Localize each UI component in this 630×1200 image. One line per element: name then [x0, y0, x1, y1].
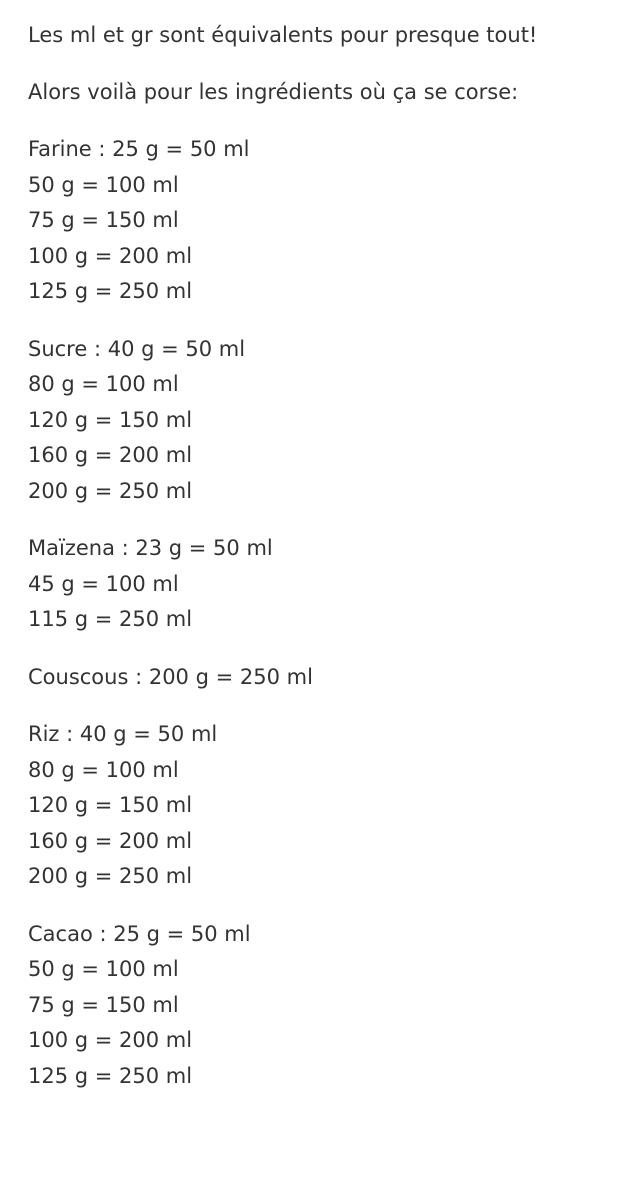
- conversion-line: 160 g = 200 ml: [28, 443, 193, 467]
- conversion-line: Maïzena : 23 g = 50 ml: [28, 536, 273, 560]
- conversion-line: Sucre : 40 g = 50 ml: [28, 336, 246, 361]
- conversion-line: 75 g = 150 ml: [28, 992, 179, 1017]
- conversion-line: 45 g = 100 ml: [28, 571, 179, 596]
- conversion-line: 200 g = 250 ml: [28, 478, 193, 503]
- conversion-block-cacao: [28, 917, 602, 1095]
- conversion-line: 120 g = 150 ml: [28, 407, 193, 432]
- conversion-line: 125 g = 250 ml: [28, 279, 193, 303]
- intro-paragraph-1: Les ml et gr sont équivalents pour presque tout!: [28, 23, 538, 47]
- conversion-block-sucre: [28, 332, 602, 510]
- conversion-line: 50 g = 100 ml: [28, 172, 179, 197]
- conversion-block-riz: [28, 717, 602, 895]
- conversion-block-couscous: [28, 660, 602, 696]
- conversion-line: Riz : 40 g = 50 ml: [28, 722, 218, 746]
- conversion-line: 120 g = 150 ml: [28, 793, 193, 817]
- intro-paragraph-2: Alors voilà pour les ingrédients où ça se corse:: [28, 80, 519, 104]
- conversion-line: 50 g = 100 ml: [28, 957, 179, 981]
- conversion-line: 80 g = 100 ml: [28, 372, 179, 396]
- conversion-line: 75 g = 150 ml: [28, 208, 179, 232]
- conversion-line: Cacao : 25 g = 50 ml: [28, 921, 251, 946]
- conversion-line: 160 g = 200 ml: [28, 828, 193, 853]
- conversion-line: 100 g = 200 ml: [28, 1028, 193, 1052]
- conversion-line: 100 g = 200 ml: [28, 243, 193, 268]
- conversion-line: Farine : 25 g = 50 ml: [28, 137, 250, 161]
- conversion-line: 115 g = 250 ml: [28, 607, 193, 631]
- conversion-block-maizena: [28, 531, 602, 638]
- conversion-block-farine: [28, 132, 602, 310]
- conversion-line: 80 g = 100 ml: [28, 757, 179, 782]
- conversion-line: Couscous : 200 g = 250 ml: [28, 664, 313, 689]
- conversion-line: 200 g = 250 ml: [28, 864, 193, 888]
- conversion-line: 125 g = 250 ml: [28, 1063, 193, 1088]
